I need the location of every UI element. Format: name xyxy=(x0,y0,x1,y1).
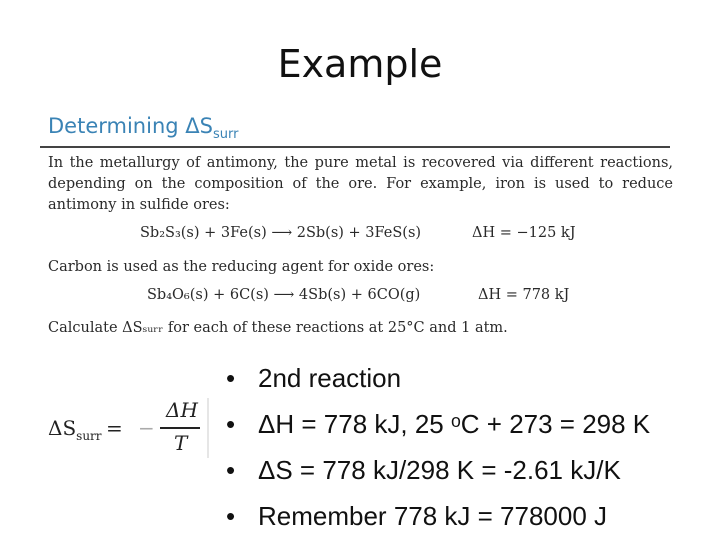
bullet-marker: • xyxy=(226,455,236,485)
excerpt-paragraph-2: Carbon is used as the reducing agent for oxide ores: xyxy=(48,259,435,275)
entropy-formula xyxy=(48,398,208,458)
bullet-text: 2nd reaction xyxy=(258,363,402,393)
bullet-item xyxy=(226,498,650,544)
reaction-enthalpy-1: ΔH = −125 kJ xyxy=(472,225,576,241)
bullet-text: ΔH = 778 kJ, 25 ᵒC + 273 = 298 K xyxy=(258,409,651,439)
bullet-marker: • xyxy=(226,409,236,439)
formula-denominator: T xyxy=(174,431,188,455)
bullet-text: Remember 778 kJ = 778000 J xyxy=(258,501,608,531)
bullet-text: ΔS = 778 kJ/298 K = -2.61 kJ/K xyxy=(258,455,621,485)
formula-minus: − xyxy=(138,416,155,440)
reaction-equation-2: Sb₄O₆(s) + 6C(s) ⟶ 4Sb(s) + 6CO(g) xyxy=(147,287,421,303)
bullet-marker: • xyxy=(226,501,236,531)
formula-numerator: ΔH xyxy=(166,398,198,422)
excerpt-heading-text: Determining ΔS xyxy=(48,114,213,138)
formula-crop-edge xyxy=(207,398,209,458)
bullet-list xyxy=(226,360,650,544)
bullet-item xyxy=(226,406,650,452)
formula-lhs xyxy=(48,416,102,443)
reaction-equation-1: Sb₂S₃(s) + 3Fe(s) ⟶ 2Sb(s) + 3FeS(s) xyxy=(140,225,422,241)
fraction-bar xyxy=(160,427,200,429)
excerpt-heading xyxy=(48,114,238,142)
heading-divider xyxy=(40,146,670,148)
excerpt-paragraph-1: In the metallurgy of antimony, the pure metal is recovered via different reactions, depending on the composition of the ore. For example, iron is used to reduce antimony in sulfide ores: xyxy=(48,155,673,213)
bullet-item xyxy=(226,452,650,498)
bullet-item xyxy=(226,360,650,406)
formula-equals: = xyxy=(106,416,123,440)
excerpt-heading-subscript: surr xyxy=(212,127,239,143)
formula-lhs-subscript: surr xyxy=(76,429,102,443)
textbook-excerpt xyxy=(40,112,680,344)
formula-lhs-main: ΔS xyxy=(48,416,77,440)
reaction-enthalpy-2: ΔH = 778 kJ xyxy=(478,287,570,303)
excerpt-paragraph-3: Calculate ΔSₛᵤᵣᵣ for each of these reactions at 25°C and 1 atm. xyxy=(48,320,508,336)
slide-title: Example xyxy=(277,42,443,86)
bullet-marker: • xyxy=(226,363,236,393)
